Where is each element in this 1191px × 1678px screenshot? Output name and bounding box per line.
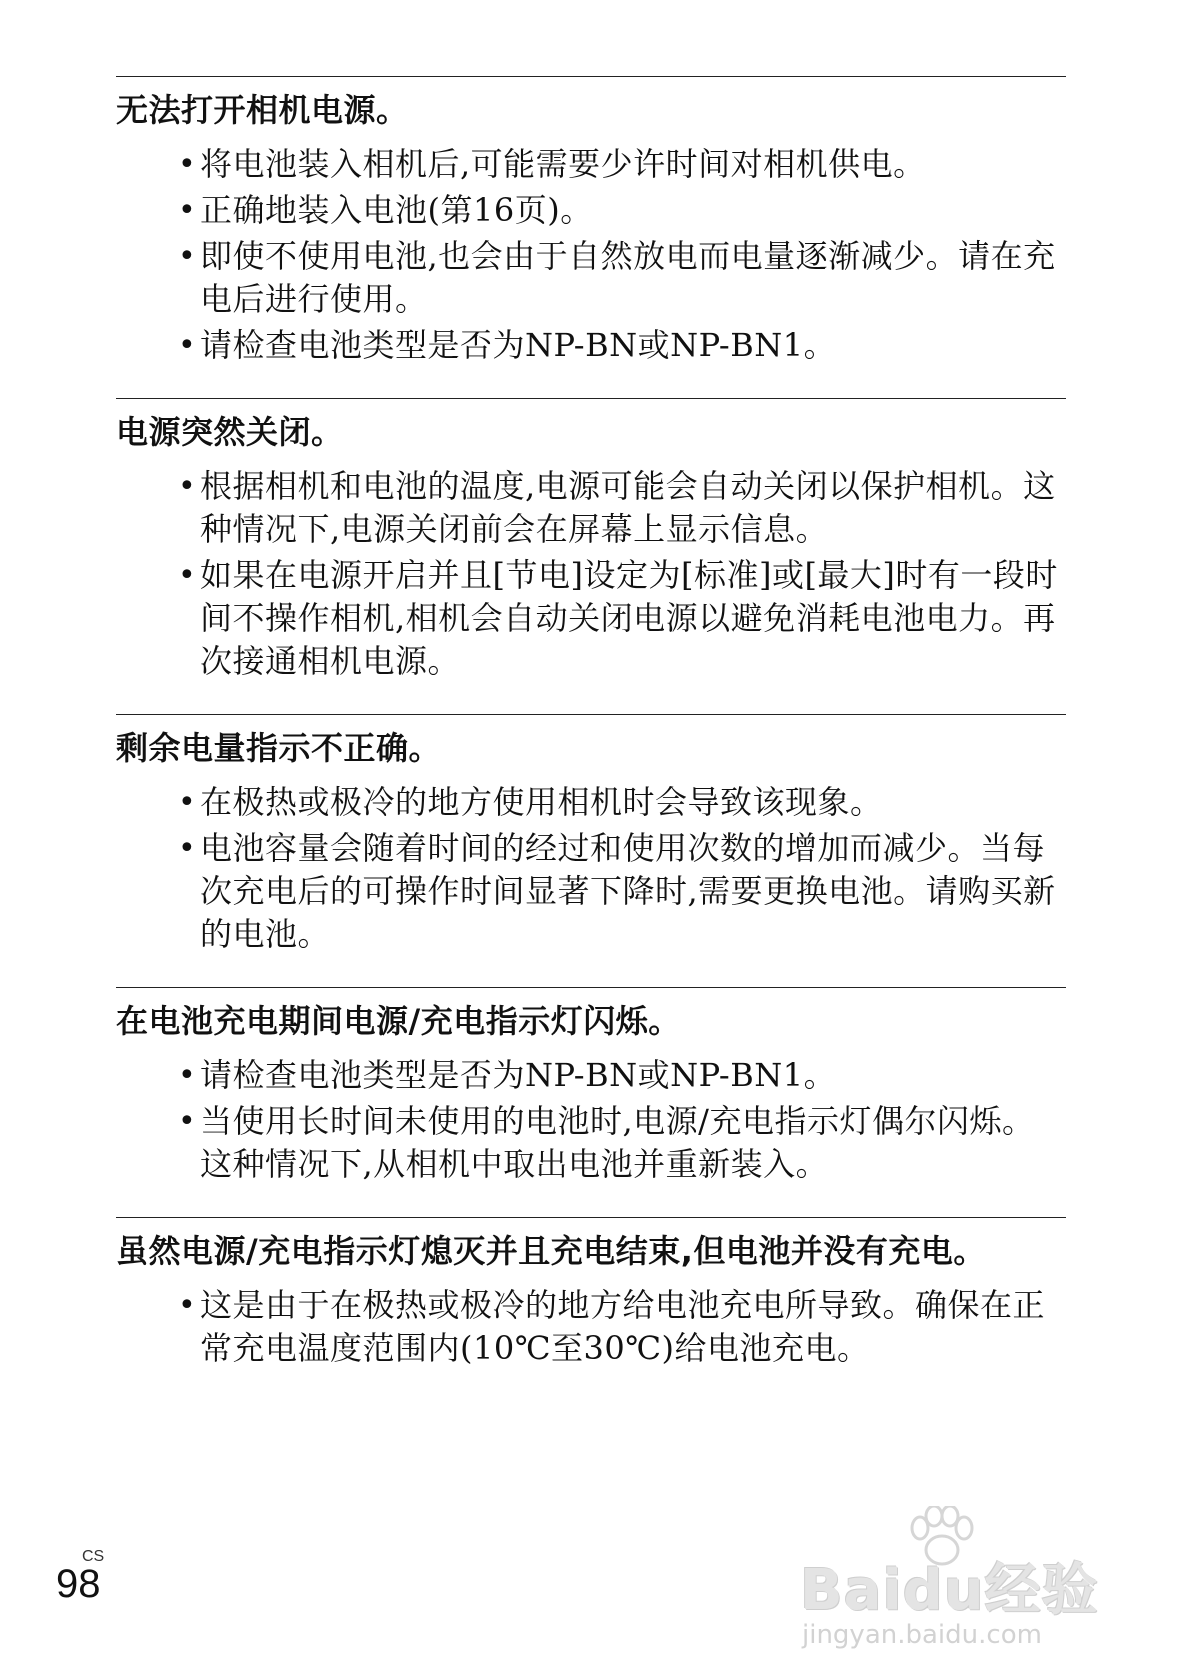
bullet-dot-icon: • — [178, 1288, 197, 1323]
faq-section — [116, 1217, 1066, 1370]
bullet-dot-icon: • — [178, 469, 197, 504]
bullet-item — [178, 781, 1066, 824]
bullet-text: 即使不使用电池,也会由于自然放电而电量逐渐减少。请在充电后进行使用。 — [200, 237, 1056, 318]
section-title: 电源突然关闭。 — [116, 413, 344, 451]
bullet-dot-icon: • — [178, 147, 197, 182]
bullet-text: 这是由于在极热或极冷的地方给电池充电所导致。确保在正常充电温度范围内(10℃至30℃)给电池充电。 — [200, 1286, 1046, 1367]
bullet-text: 请检查电池类型是否为NP-BN或NP-BN1。 — [200, 326, 837, 364]
bullet-text: 当使用长时间未使用的电池时,电源/充电指示灯偶尔闪烁。这种情况下,从相机中取出电池并重新装入。 — [200, 1102, 1035, 1183]
bullet-item — [178, 554, 1066, 683]
bullet-dot-icon: • — [178, 1104, 197, 1139]
watermark-url: jingyan.baidu.com — [802, 1620, 1042, 1650]
bullet-text: 请检查电池类型是否为NP-BN或NP-BN1。 — [200, 1056, 837, 1094]
troubleshooting-page — [116, 76, 1066, 1401]
section-title: 无法打开相机电源。 — [116, 91, 409, 129]
bullet-list — [116, 1284, 1066, 1370]
bullet-dot-icon: • — [178, 328, 197, 363]
bullet-item — [178, 1284, 1066, 1370]
bullet-item — [178, 324, 1066, 367]
bullet-list — [116, 465, 1066, 683]
bullet-item — [178, 465, 1066, 551]
faq-section — [116, 76, 1066, 367]
bullet-item — [178, 235, 1066, 321]
bullet-list — [116, 143, 1066, 367]
section-title: 在电池充电期间电源/充电指示灯闪烁。 — [116, 1002, 681, 1040]
faq-section — [116, 987, 1066, 1186]
section-title: 剩余电量指示不正确。 — [116, 729, 442, 767]
bullet-item — [178, 143, 1066, 186]
bullet-item — [178, 1054, 1066, 1097]
bullet-dot-icon: • — [178, 785, 197, 820]
faq-section — [116, 398, 1066, 683]
bullet-list — [116, 781, 1066, 956]
bullet-text: 如果在电源开启并且[节电]设定为[标准]或[最大]时有一段时间不操作相机,相机会自动关闭电源以避免消耗电池电力。再次接通相机电源。 — [200, 556, 1058, 680]
bullet-item — [178, 189, 1066, 232]
language-code: CS — [82, 1548, 105, 1565]
bullet-item — [178, 827, 1066, 956]
bullet-text: 根据相机和电池的温度,电源可能会自动关闭以保护相机。这种情况下,电源关闭前会在屏幕上显示信息。 — [200, 467, 1056, 548]
bullet-text: 正确地装入电池(第16页)。 — [200, 191, 593, 229]
bullet-text: 电池容量会随着时间的经过和使用次数的增加而减少。当每次充电后的可操作时间显著下降时,需要更换电池。请购买新的电池。 — [200, 829, 1056, 953]
bullet-dot-icon: • — [178, 239, 197, 274]
baidu-jingyan-watermark — [788, 1506, 1128, 1666]
bullet-text: 将电池装入相机后,可能需要少许时间对相机供电。 — [200, 145, 926, 183]
bullet-text: 在极热或极冷的地方使用相机时会导致该现象。 — [200, 783, 883, 821]
bullet-dot-icon: • — [178, 558, 197, 593]
bullet-list — [116, 1054, 1066, 1186]
bullet-dot-icon: • — [178, 1058, 197, 1093]
bullet-dot-icon: • — [178, 831, 197, 866]
bullet-item — [178, 1100, 1066, 1186]
page-number: 98 — [56, 1562, 101, 1606]
section-title: 虽然电源/充电指示灯熄灭并且充电结束,但电池并没有充电。 — [116, 1232, 986, 1270]
bullet-dot-icon: • — [178, 193, 197, 228]
faq-section — [116, 714, 1066, 956]
watermark-logo-text: Baidu经验 — [800, 1558, 1099, 1623]
